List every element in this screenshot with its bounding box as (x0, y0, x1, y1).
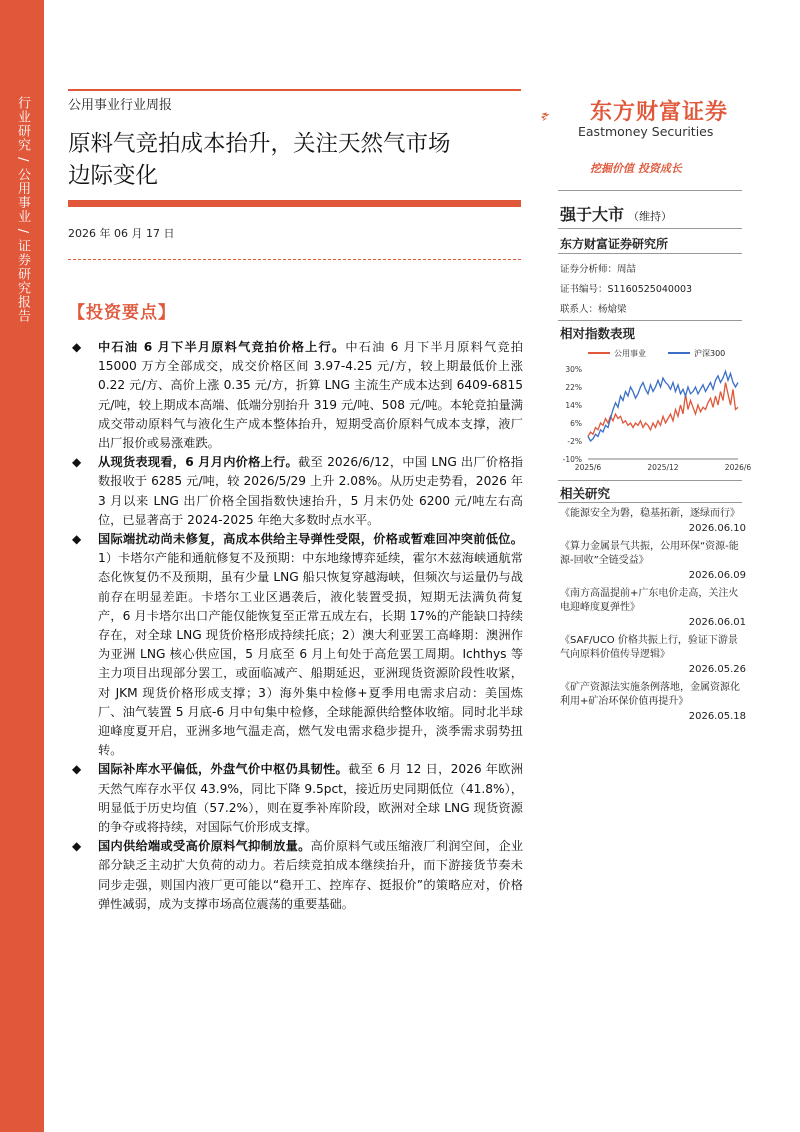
research-item[interactable] (560, 634, 746, 677)
bullet-item (68, 760, 523, 837)
x-tick-label: 2025/12 (647, 463, 679, 472)
research-title[interactable]: 《SAF/UCO 价格共振上行，验证下游景气向原料价值传导逻辑》 (560, 635, 738, 660)
diamond-bullet-icon: ◆ (72, 839, 82, 854)
research-item[interactable] (560, 681, 746, 724)
title-line-1: 原料气竞拍成本抬升，关注天然气市场 (68, 131, 451, 157)
y-tick-label: 14% (565, 401, 582, 410)
research-title[interactable]: 《矿产资源法实施条例落地，金属资源化利用+矿冶环保价值再提升》 (560, 682, 740, 707)
research-item[interactable] (560, 507, 746, 536)
series-line-1 (588, 371, 738, 441)
research-title[interactable]: 《能源安全为磐，稳基拓新，逐绿而行》 (560, 508, 740, 519)
research-date: 2026.06.01 (688, 617, 746, 628)
research-item[interactable] (560, 540, 746, 583)
bullet-heading: 国内供给端或受高价原料气抑制放量。 (98, 839, 311, 854)
bullet-text: 1）卡塔尔产能和通航修复不及预期：中东地缘博弈延续，霍尔木兹海峡通航常态化恢复仍不及预期，虽有少量 LNG 船只恢复穿越海峡，但频次与运量仍与战前存在明显差距。卡塔尔工业区遇袭后，液化装置受损，短期无法满负荷复产，6 月卡塔尔出口产能仅能恢复至正常五成左右，长期 17%的产能缺口持续存在，对全球 LNG 现货价格形成持续托底；2）澳大利亚罢工高峰期：澳洲作为亚洲 LNG 核心供应国，5 月底至 6 月上旬处于高危罢工周期。Ichthys 等主力项目出现部分罢工，或面临减产、船期延迟，亚洲现货资源阶段性收紧，对 JKM 现货价格形成支撑；3）海外集中检修+夏季用电需求启动：美国炼厂、油气装置 5 月底-6 月中旬集中检修，全球能源供给整体收缩。同时北半球迎峰度夏开启，亚洲多地气温走高，燃气发电需求稳步提升，淡季需求弱势扭转。 (98, 551, 523, 758)
series-line-0 (588, 383, 738, 437)
diamond-bullet-icon: ◆ (72, 762, 82, 777)
dashed-divider (68, 259, 521, 260)
diamond-bullet-icon: ◆ (72, 340, 82, 354)
research-title[interactable]: 《南方高温提前+广东电价走高，关注火电迎峰度夏弹性》 (560, 588, 739, 613)
analyst-name: 证券分析师：周喆 (560, 264, 637, 275)
right-divider (558, 228, 742, 229)
logo-english: Eastmoney Securities (578, 124, 714, 139)
y-tick-label: 22% (565, 383, 582, 392)
research-section-title: 相关研究 (560, 486, 611, 501)
y-tick-label: -2% (567, 437, 582, 446)
title-line-2: 边际变化 (68, 163, 159, 189)
research-date: 2026.06.09 (688, 570, 746, 581)
bullet-list (68, 338, 523, 914)
chart-section-title: 相对指数表现 (560, 326, 636, 341)
relative-index-chart (558, 343, 752, 475)
slogan: 挖掘价值 投资成长 (590, 162, 682, 175)
section-heading: 【投资要点】 (68, 303, 176, 323)
bullet-heading: 国际补库水平偏低，外盘气价中枢仍具韧性。 (98, 762, 349, 777)
y-tick-label: -10% (562, 455, 582, 464)
bullet-text: 截至 2026/6/12，中国 LNG 出厂价格指数报收于 6285 元/吨，较 2026/5/29 上升 2.08%。从历史走势看，2026 年 3 月以来 LNG 出厂价格全国指数快速抬升，5 月末仍处 6200 元/吨左右高位，已显著高于 2024-2025 年绝大多数时点水平。 (98, 455, 523, 527)
right-divider (558, 502, 742, 503)
diamond-bullet-icon: ◆ (72, 455, 82, 470)
report-date: 2026 年 06 月 17 日 (68, 227, 175, 240)
bullet-heading: 从现货表现看，6 月月内价格上行。 (98, 455, 299, 470)
report-type: 公用事业行业周报 (68, 98, 173, 113)
y-tick-label: 30% (565, 365, 582, 374)
sidebar-category: 行业研究 / 公用事业 / 证券研究报告 (15, 96, 30, 324)
legend-label: 沪深300 (694, 349, 726, 358)
right-divider (558, 190, 742, 191)
research-date: 2026.06.10 (688, 523, 746, 534)
rating-label: 强于大市 (560, 205, 625, 224)
x-tick-label: 2026/6 (724, 463, 752, 472)
research-item[interactable] (560, 587, 746, 630)
bullet-text: 截至 6 月 12 日，2026 年欧洲天然气库存水平仅 43.9%，同比下降 9.5pct，接近历史同期低位（41.8%），明显低于历史均值（57.2%），则在夏季补库阶段，欧洲对全球 LNG 现货资源的争夺或将持续，对国际气价形成支撑。 (98, 762, 523, 835)
header-rule (68, 89, 521, 91)
bullet-text: 中石油 6 月下半月原料气竞拍 15000 万方全部成交，成交价格区间 3.97-4.25 元/方，较上期最低价上涨 0.22 元/方、高价上涨 0.35 元/方，折算 LNG 主流生产成本达到 6409-6815 元/吨，较上期成本高端、低端分别抬升 319 元/吨、508 元/吨。本轮竞拍量满成交带动原料气与液化生产成本整体抬升，短期受高价原料气成本支撑，液厂出厂报价或易涨难跌。 (98, 340, 523, 451)
logo-chinese: 东方财富证券 (590, 100, 729, 125)
title-rule (68, 200, 521, 207)
research-title[interactable]: 《算力金属景气共振，公用环保“资源-能源-回收”全链受益》 (560, 541, 739, 566)
bullet-item (68, 338, 523, 453)
rating-note: （维持） (628, 210, 673, 223)
x-tick-label: 2025/6 (574, 463, 602, 472)
related-research-list (560, 507, 746, 728)
research-date: 2026.05.18 (688, 711, 746, 722)
contact-person: 联系人：杨熗梁 (560, 304, 627, 315)
bullet-item (68, 837, 523, 914)
bullet-item (68, 453, 523, 530)
rating (560, 202, 672, 225)
y-tick-label: 6% (570, 419, 582, 428)
research-date: 2026.05.26 (688, 664, 746, 675)
right-divider (558, 253, 742, 254)
page-title (68, 128, 528, 192)
legend-label: 公用事业 (614, 349, 646, 358)
institute-name: 东方财富证券研究所 (560, 237, 669, 251)
diamond-bullet-icon: ◆ (72, 532, 82, 547)
bullet-heading: 国际端扰动尚未修复，高成本供给主导弹性受限，价格或暂难回冲突前低位。 (98, 532, 523, 547)
analyst-cert: 证书编号：S1160525040003 (560, 284, 693, 295)
right-divider (558, 320, 742, 321)
right-divider (558, 480, 742, 481)
bullet-heading: 中石油 6 月下半月原料气竞拍价格上行。 (98, 340, 346, 354)
bullet-item (68, 530, 523, 760)
bullet-text: 高价原料气或压缩液厂利润空间，企业部分缺乏主动扩大负荷的动力。若后续竞拍成本继续抬升，而下游接货节奏未同步走强，则国内液厂更可能以“稳开工、控库存、挺报价”的策略应对，价格弹性减弱，成为支撑市场高位震荡的重要基础。 (98, 839, 524, 911)
